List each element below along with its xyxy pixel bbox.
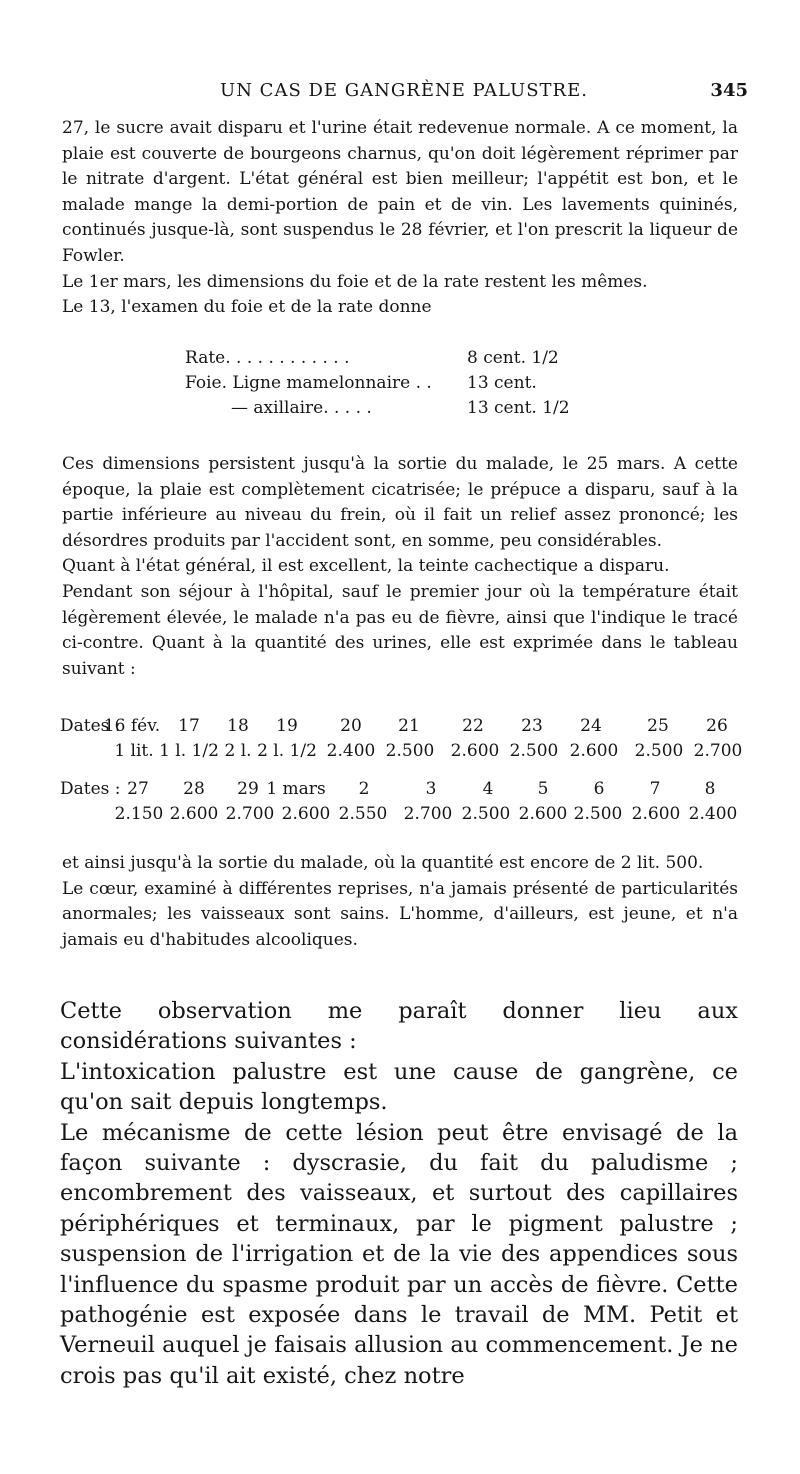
date-cell: 17 bbox=[178, 716, 200, 736]
page-header bbox=[60, 80, 748, 106]
page-number: 345 bbox=[710, 80, 748, 101]
date-cell: 23 bbox=[521, 716, 543, 736]
date-cell: 2 bbox=[358, 779, 370, 799]
value-cell: 2 l. bbox=[224, 741, 252, 761]
date-cell: 3 bbox=[425, 779, 437, 799]
paragraph: Ces dimensions persistent jusqu'à la sortie du malade, le 25 mars. A cette époque, la plaie est complètement cicatrisée; le prépuce a disparu, sauf à la partie inférieure au niveau du frein, où il fait un relief assez prononcé; les désordres produits par l'accident sont, en somme, peu considérables. bbox=[62, 454, 738, 551]
dimensions-table bbox=[185, 346, 570, 421]
value-cell: 2.500 bbox=[461, 804, 511, 824]
value-cell: 2.600 bbox=[281, 804, 331, 824]
dimension-row bbox=[185, 396, 570, 421]
paragraph: 27, le sucre avait disparu et l'urine était redevenue normale. A ce moment, la plaie est couverte de bourgeons charnus, qu'on doit légèrement réprimer par le nitrate d'argent. L'état général est bien meilleur; l'appétit est bon, et le malade mange la demi-portion de pain et de vin. Les lavements quininés, continués jusque-là, sont suspendus le 28 février, et l'on prescrit la liqueur de Fowler. bbox=[62, 118, 738, 266]
value-cell: 2.600 bbox=[569, 741, 619, 761]
date-cell: 28 bbox=[183, 779, 205, 799]
date-cell: 22 bbox=[462, 716, 484, 736]
date-cell: 8 bbox=[704, 779, 716, 799]
date-cell: 16 fév. bbox=[103, 716, 161, 736]
value-cell: 2.600 bbox=[631, 804, 681, 824]
row-label: Dates : bbox=[60, 716, 121, 736]
urine-value-row bbox=[60, 741, 750, 766]
value-cell: 2.150 bbox=[114, 804, 164, 824]
dimension-row bbox=[185, 371, 570, 396]
date-cell: 4 bbox=[482, 779, 494, 799]
section-liver-spleen bbox=[62, 116, 738, 321]
dimension-label: — axillaire. . . . . bbox=[231, 398, 372, 418]
paragraph: Le 13, l'examen du foie et de la rate donne bbox=[62, 297, 432, 318]
paragraph: Le cœur, examiné à différentes reprises, n'a jamais présenté de particularités anormales; les vaisseaux sont sains. L'homme, d'ailleurs, est jeune, et n'a jamais eu d'habitudes alcooliques. bbox=[62, 878, 738, 950]
value-cell: 2.500 bbox=[385, 741, 435, 761]
paragraph: Le mécanisme de cette lésion peut être envisagé de la façon suivante : dyscrasie, du fait du paludisme ; encombrement des vaisseaux, et surtout des capillaires périphériques et terminaux, par le pigment palustre ; suspension de l'irrigation et de la vie des appendices sous l'influence du spasme produit par un accès de fièvre. Cette pathogénie est exposée dans le travail de MM. Petit et Verneuil auquel je faisais allusion au commencement. Je ne crois pas qu'il ait existé, chez notre bbox=[60, 1119, 738, 1389]
date-cell: 19 bbox=[276, 716, 298, 736]
value-cell: 2.600 bbox=[169, 804, 219, 824]
date-cell: 18 bbox=[227, 716, 249, 736]
date-cell: 20 bbox=[340, 716, 362, 736]
value-cell: 2.550 bbox=[338, 804, 388, 824]
value-cell: 2.500 bbox=[509, 741, 559, 761]
urine-table bbox=[60, 716, 750, 829]
paragraph: Quant à l'état général, il est excellent, la teinte cachectique a disparu. bbox=[62, 556, 670, 577]
dimension-label: Rate. . . . . . . . . . . . bbox=[185, 348, 350, 368]
paragraph: Pendant son séjour à l'hôpital, sauf le premier jour où la température était légèrement élevée, le malade n'a pas eu de fièvre, ainsi que l'indique le tracé ci-contre. Quant à la quantité des urines, elle est exprimée dans le tableau suivant : bbox=[62, 581, 738, 679]
dimension-value: 13 cent. 1/2 bbox=[467, 398, 570, 418]
value-cell: 2.700 bbox=[403, 804, 453, 824]
urine-value-row bbox=[60, 804, 750, 829]
urine-date-row bbox=[60, 779, 750, 804]
paragraph: Le 1er mars, les dimensions du foie et de la rate restent les mêmes. bbox=[62, 271, 648, 292]
value-cell: 2.500 bbox=[634, 741, 684, 761]
row-label: Dates : bbox=[60, 779, 121, 799]
section-conclusions bbox=[60, 996, 738, 1391]
value-cell: 1 l. 1/2 bbox=[159, 741, 219, 761]
value-cell: 2.700 bbox=[225, 804, 275, 824]
value-cell: 2.600 bbox=[518, 804, 568, 824]
date-cell: 29 bbox=[237, 779, 259, 799]
date-cell: 21 bbox=[398, 716, 420, 736]
date-cell: 5 bbox=[537, 779, 549, 799]
value-cell: 2.600 bbox=[450, 741, 500, 761]
value-cell: 2.700 bbox=[693, 741, 743, 761]
section-discharge bbox=[62, 452, 738, 682]
date-cell: 7 bbox=[649, 779, 661, 799]
value-cell: 2 l. 1/2 bbox=[257, 741, 317, 761]
paragraph: Cette observation me paraît donner lieu aux considérations suivantes : bbox=[60, 998, 738, 1055]
dimension-value: 8 cent. 1/2 bbox=[467, 348, 559, 368]
paragraph: et ainsi jusqu'à la sortie du malade, où la quantité est encore de 2 lit. 500. bbox=[62, 853, 704, 873]
value-cell: 2.500 bbox=[573, 804, 623, 824]
value-cell: 2.400 bbox=[688, 804, 738, 824]
dimension-row bbox=[185, 346, 570, 371]
paragraph: L'intoxication palustre est une cause de gangrène, ce qu'on sait depuis longtemps. bbox=[60, 1058, 738, 1116]
date-cell: 26 bbox=[706, 716, 728, 736]
section-heart bbox=[62, 851, 738, 953]
dimension-label: Foie. Ligne mamelonnaire . . bbox=[185, 373, 432, 393]
date-cell: 6 bbox=[593, 779, 605, 799]
urine-date-row bbox=[60, 716, 750, 741]
date-cell: 24 bbox=[580, 716, 602, 736]
dimension-value: 13 cent. bbox=[467, 373, 537, 393]
value-cell: 1 lit. bbox=[114, 741, 154, 761]
running-title: UN CAS DE GANGRÈNE PALUSTRE. bbox=[220, 80, 588, 101]
date-cell: 1 mars bbox=[266, 779, 326, 799]
date-cell: 25 bbox=[647, 716, 669, 736]
value-cell: 2.400 bbox=[326, 741, 376, 761]
date-cell: 27 bbox=[127, 779, 149, 799]
